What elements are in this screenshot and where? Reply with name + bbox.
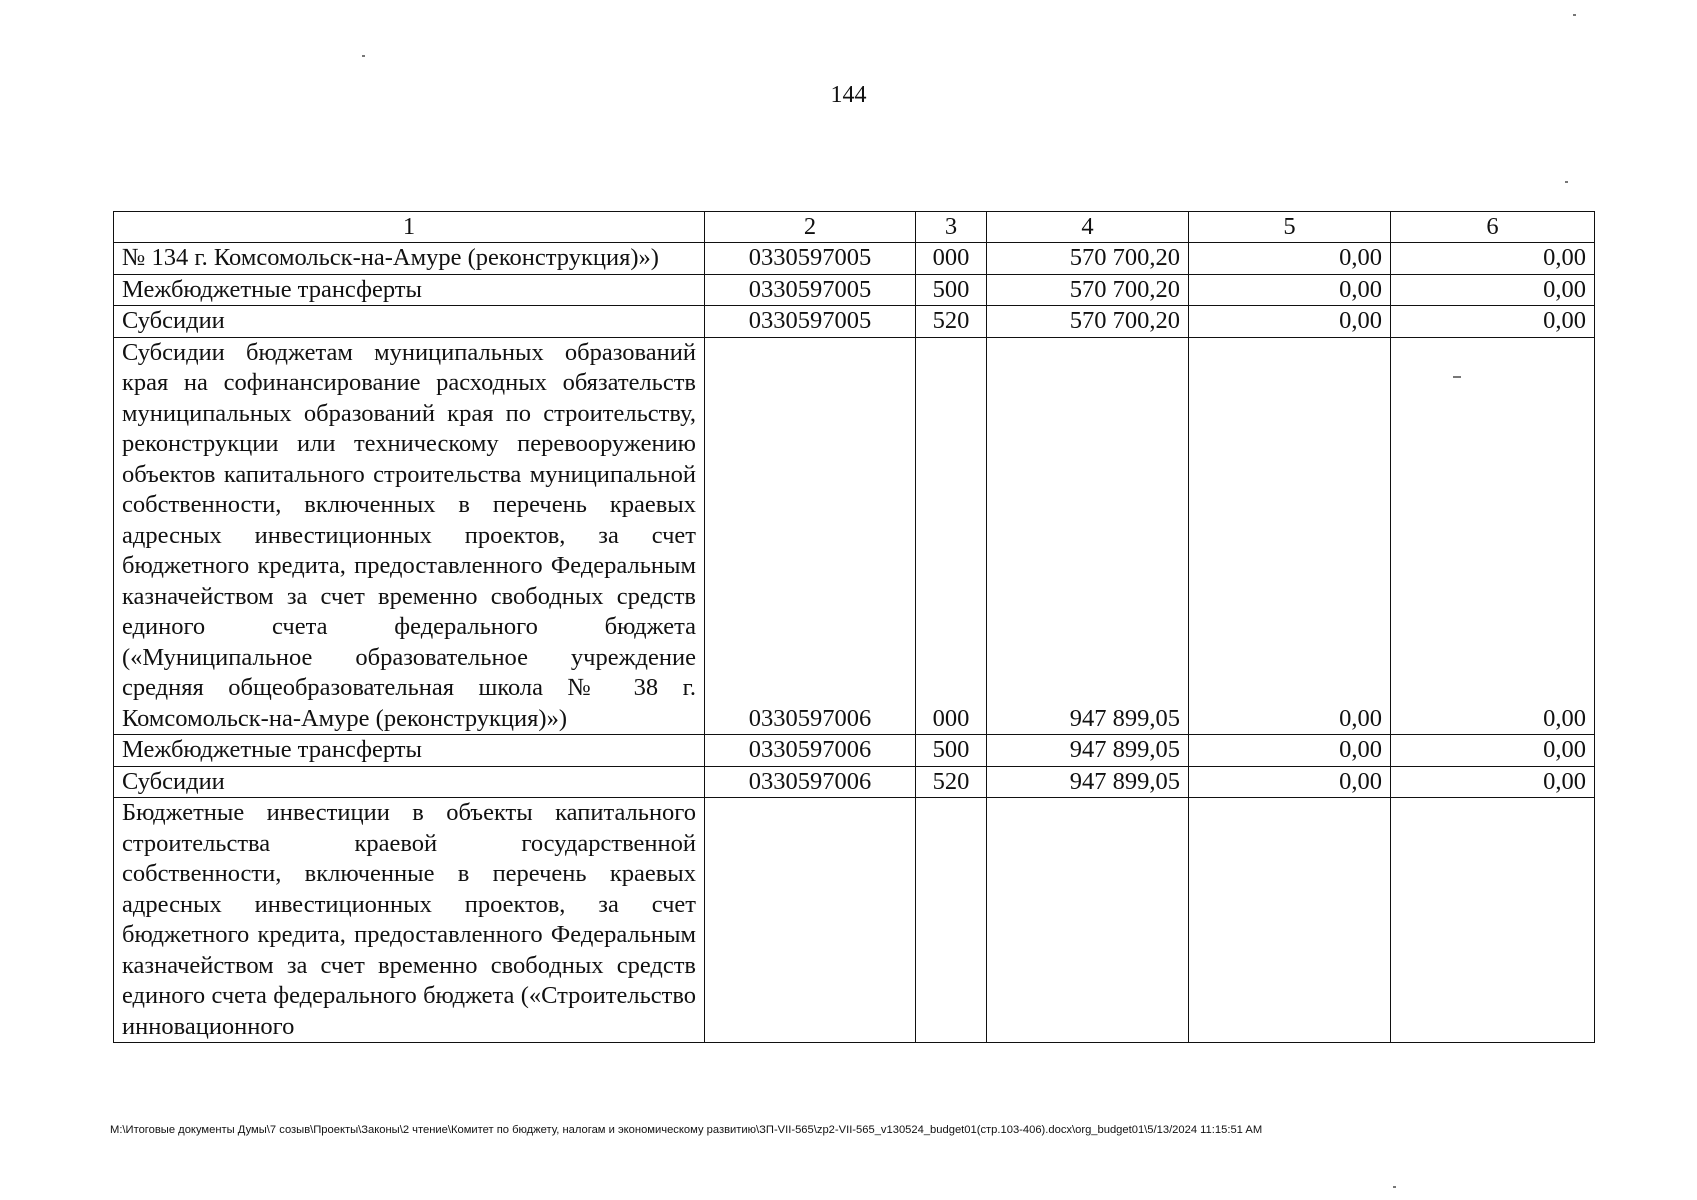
- target-article-code: 0330597005: [705, 274, 916, 306]
- amount-col6: 0,00: [1391, 735, 1595, 767]
- expense-type-code: 000: [916, 243, 987, 275]
- table-row: [114, 306, 1595, 338]
- expense-type-code: 520: [916, 306, 987, 338]
- amount-col5: 0,00: [1189, 274, 1391, 306]
- scan-speck: [1453, 376, 1461, 378]
- row-description: Субсидии: [114, 766, 705, 798]
- amount-col4: 947 899,05: [987, 337, 1189, 735]
- amount-col5: 0,00: [1189, 735, 1391, 767]
- column-header: 4: [987, 212, 1189, 243]
- amount-col4: 947 899,05: [987, 766, 1189, 798]
- amount-col5: 0,00: [1189, 306, 1391, 338]
- scan-speck: [1573, 14, 1576, 16]
- amount-col5: [1189, 798, 1391, 1043]
- target-article-code: 0330597006: [705, 337, 916, 735]
- scan-speck: [1565, 181, 1568, 183]
- target-article-code: 0330597005: [705, 306, 916, 338]
- table-row: [114, 337, 1595, 735]
- target-article-code: [705, 798, 916, 1043]
- scan-speck: [1393, 1186, 1396, 1188]
- amount-col6: [1391, 798, 1595, 1043]
- expense-type-code: [916, 798, 987, 1043]
- amount-col4: 570 700,20: [987, 274, 1189, 306]
- column-header: 3: [916, 212, 987, 243]
- column-header: 1: [114, 212, 705, 243]
- table-row: [114, 766, 1595, 798]
- page-number: 144: [830, 82, 867, 108]
- table-row: [114, 735, 1595, 767]
- row-description: № 134 г. Комсомольск-на-Амуре (реконструкция)»): [114, 243, 705, 275]
- column-header: 2: [705, 212, 916, 243]
- row-description: Субсидии: [114, 306, 705, 338]
- row-description: Межбюджетные трансферты: [114, 274, 705, 306]
- amount-col4: 947 899,05: [987, 735, 1189, 767]
- row-description: Субсидии бюджетам муниципальных образований края на софинансирование расходных обязательств муниципальных образований края по строительству, реконструкции или техническому перевооружению объектов капитального строительства муниципальной собственности, включенных в перечень краевых адресных инвестиционных проектов, за счет бюджетного кредита, предоставленного Федеральным казначейством за счет временно свободных средств единого счета федерального бюджета («Муниципальное образовательное учреждение средняя общеобразовательная школа № 38 г. Комсомольск-на-Амуре (реконструкция)»): [114, 337, 705, 735]
- amount-col4: 570 700,20: [987, 306, 1189, 338]
- footer-file-path: M:\Итоговые документы Думы\7 созыв\Проекты\Законы\2 чтение\Комитет по бюджету, налогам и экономическому развитию\ЗП-VII-565\zp2-VII-565_v130524_budget01(стр.103-406).docx\org_budget01\5/13/2024 11:15:51 AM: [110, 1124, 1263, 1136]
- amount-col5: 0,00: [1189, 766, 1391, 798]
- row-description: Бюджетные инвестиции в объекты капитального строительства краевой государственной собственности, включенные в перечень краевых адресных инвестиционных проектов, за счет бюджетного кредита, предоставленного Федеральным казначейством за счет временно свободных средств единого счета федерального бюджета («Строительство инновационного: [114, 798, 705, 1043]
- target-article-code: 0330597006: [705, 735, 916, 767]
- amount-col4: 570 700,20: [987, 243, 1189, 275]
- amount-col4: [987, 798, 1189, 1043]
- row-description: Межбюджетные трансферты: [114, 735, 705, 767]
- target-article-code: 0330597006: [705, 766, 916, 798]
- column-header: 5: [1189, 212, 1391, 243]
- amount-col6: 0,00: [1391, 337, 1595, 735]
- amount-col6: 0,00: [1391, 274, 1595, 306]
- budget-table: [113, 211, 1595, 1043]
- table-row: [114, 798, 1595, 1043]
- table-header-row: [114, 212, 1595, 243]
- scan-speck: [362, 55, 365, 57]
- column-header: 6: [1391, 212, 1595, 243]
- amount-col5: 0,00: [1189, 243, 1391, 275]
- expense-type-code: 000: [916, 337, 987, 735]
- expense-type-code: 500: [916, 274, 987, 306]
- amount-col6: 0,00: [1391, 243, 1595, 275]
- table-row: [114, 274, 1595, 306]
- expense-type-code: 520: [916, 766, 987, 798]
- target-article-code: 0330597005: [705, 243, 916, 275]
- amount-col5: 0,00: [1189, 337, 1391, 735]
- expense-type-code: 500: [916, 735, 987, 767]
- amount-col6: 0,00: [1391, 766, 1595, 798]
- table-row: [114, 243, 1595, 275]
- amount-col6: 0,00: [1391, 306, 1595, 338]
